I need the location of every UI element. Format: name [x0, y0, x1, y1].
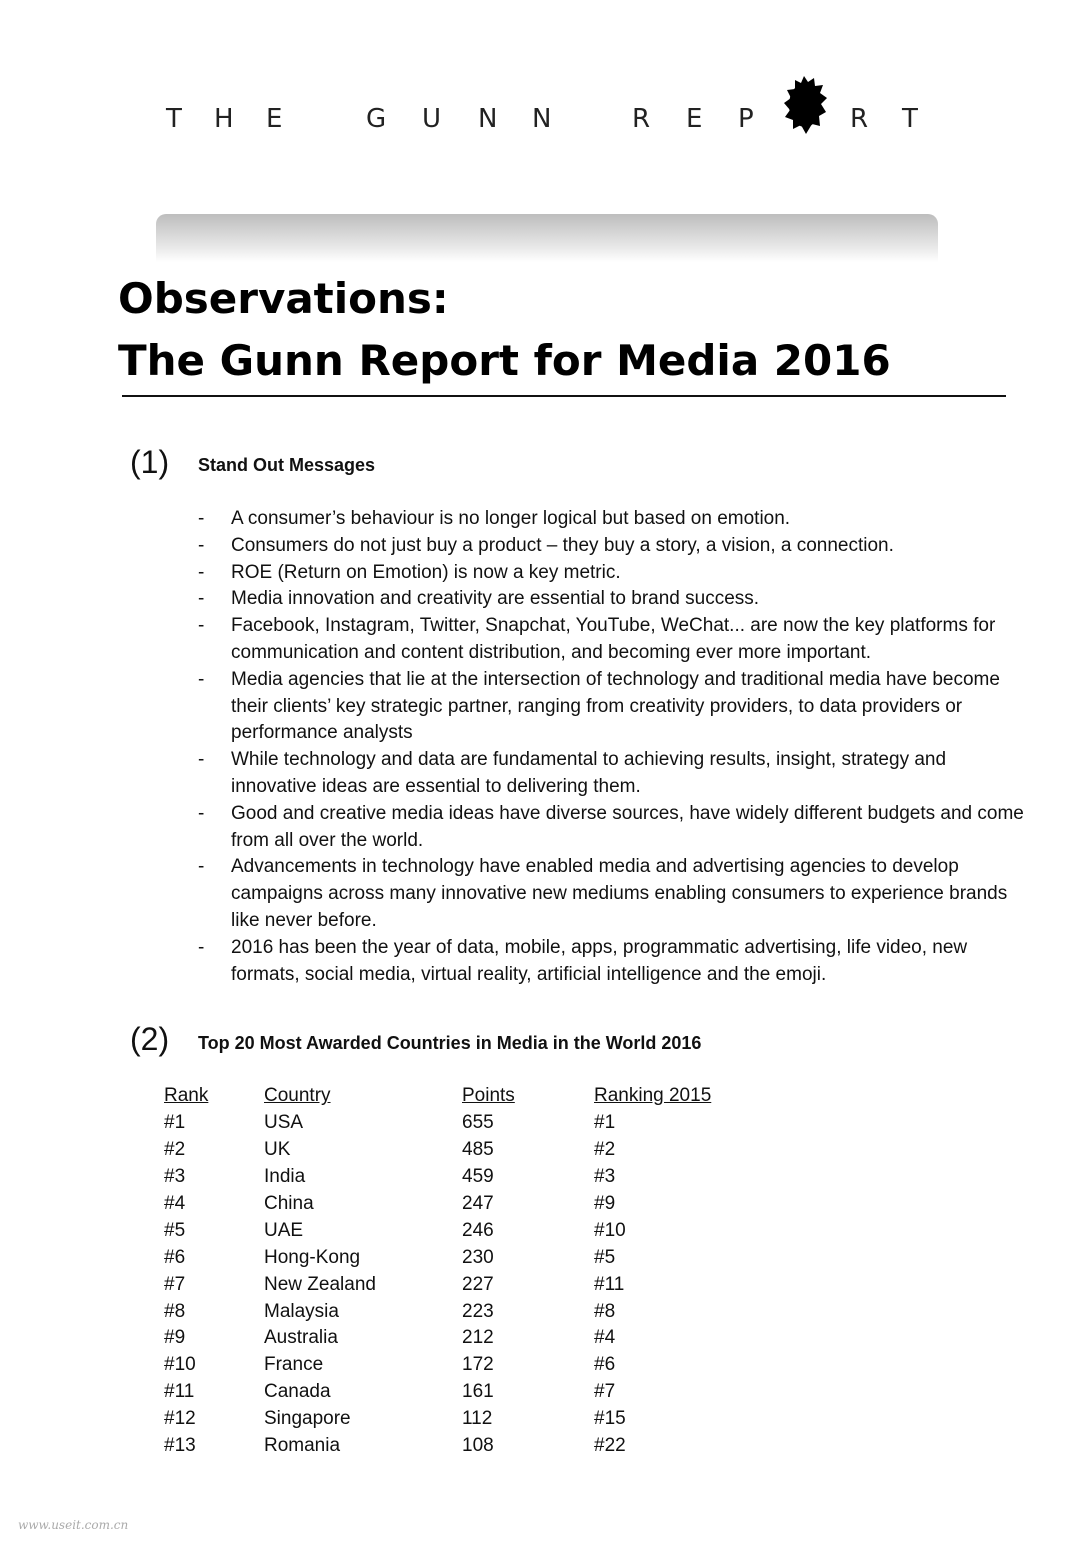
watermark: www.useit.com.cn — [18, 1518, 129, 1532]
cell-rank: #13 — [164, 1435, 196, 1457]
logo-letter: E — [686, 104, 703, 134]
table-row — [164, 1352, 754, 1379]
table-row — [164, 1379, 754, 1406]
column-header-points: Points — [462, 1085, 515, 1107]
cell-country: India — [264, 1166, 306, 1188]
cell-rank: #9 — [164, 1327, 186, 1349]
list-item-text: Media innovation and creativity are essential to brand success. — [231, 588, 760, 610]
list-item-text: Advancements in technology have enabled media and advertising agencies to develop campaigns across many innovative new mediums enabling consumers to experience brands like never before. — [231, 856, 1008, 931]
table-row — [164, 1433, 754, 1460]
cell-ranking-2015: #2 — [594, 1139, 616, 1161]
title-divider — [122, 395, 1006, 397]
list-item-text: Consumers do not just buy a product – they buy a story, a vision, a connection. — [231, 534, 894, 556]
column-header-rank: Rank — [164, 1085, 209, 1107]
cell-ranking-2015: #8 — [594, 1300, 616, 1322]
section-1-number: (1) — [130, 444, 170, 480]
cell-points: 227 — [462, 1273, 494, 1295]
logo-letter: H — [214, 104, 234, 134]
table-row — [164, 1244, 754, 1271]
logo-letter: P — [738, 104, 754, 134]
header-gray-band — [156, 214, 938, 262]
list-item: - Advancements in technology have enabled media and advertising agencies to develop campaigns across many innovative new mediums enabling consumers to experience brands like never before. — [198, 856, 1008, 931]
cell-points: 459 — [462, 1166, 494, 1188]
logo-letter: R — [632, 104, 651, 134]
cell-points: 172 — [462, 1354, 494, 1376]
table-row — [164, 1298, 754, 1325]
cell-rank: #6 — [164, 1246, 186, 1268]
table-row — [164, 1217, 754, 1244]
cell-country: UK — [264, 1139, 291, 1161]
table-row — [164, 1110, 754, 1137]
page-title — [118, 268, 891, 392]
cell-points: 108 — [462, 1435, 494, 1457]
logo-letter: N — [478, 104, 498, 134]
cell-country: Canada — [264, 1381, 331, 1403]
cell-points: 161 — [462, 1381, 494, 1403]
column-header-ranking-2015: Ranking 2015 — [594, 1085, 712, 1107]
table-row — [164, 1164, 754, 1191]
logo-letter: G — [366, 104, 387, 134]
cell-country: Australia — [264, 1327, 338, 1349]
table-row — [164, 1325, 754, 1352]
cell-country: Hong-Kong — [264, 1246, 361, 1268]
list-item-text: Good and creative media ideas have diverse sources, have widely different budgets and come from all over the world. — [231, 802, 1024, 851]
cell-points: 212 — [462, 1327, 494, 1349]
list-item-text: A consumer’s behaviour is no longer logical but based on emotion. — [231, 508, 791, 529]
list-item-text: Media agencies that lie at the intersection of technology and traditional media have become their clients’ key strategic partner, ranging from creativity providers, to data providers or performance analysts — [231, 668, 1000, 744]
list-item: - ROE (Return on Emotion) is now a key metric. — [198, 561, 621, 583]
cell-rank: #11 — [164, 1381, 195, 1403]
list-item-text: Facebook, Instagram, Twitter, Snapchat, YouTube, WeChat... are now the key platforms for communication and content distribution, and becoming ever more important. — [231, 615, 996, 663]
logo-letter: U — [422, 104, 442, 134]
cell-points: 223 — [462, 1300, 494, 1322]
cell-rank: #4 — [164, 1193, 186, 1214]
list-item: - Media agencies that lie at the intersection of technology and traditional media have become their clients’ key strategic partner, ranging from creativity providers, to data providers or performance analysts — [198, 668, 1000, 744]
table-row — [164, 1137, 754, 1164]
cell-points: 655 — [462, 1112, 494, 1134]
logo-letter: T — [902, 104, 918, 134]
table-row — [164, 1191, 754, 1218]
cell-ranking-2015: #5 — [594, 1246, 616, 1268]
cell-country: Malaysia — [264, 1300, 339, 1322]
cell-country: Singapore — [264, 1408, 351, 1430]
gunn-report-logo — [166, 104, 926, 144]
list-item: - Consumers do not just buy a product – they buy a story, a vision, a connection. — [198, 534, 894, 556]
cell-points: 112 — [462, 1408, 493, 1430]
cell-points: 247 — [462, 1193, 494, 1214]
cell-country: USA — [264, 1112, 304, 1134]
ink-blot-o-icon — [782, 74, 828, 136]
cell-rank: #2 — [164, 1139, 186, 1161]
logo-letter: R — [850, 104, 869, 134]
cell-rank: #12 — [164, 1408, 196, 1430]
list-item-text: ROE (Return on Emotion) is now a key metric. — [231, 561, 621, 583]
list-item: - While technology and data are fundamental to achieving results, insight, strategy and innovative ideas are essential to delivering them. — [198, 749, 947, 797]
cell-rank: #7 — [164, 1273, 186, 1295]
list-item: - 2016 has been the year of data, mobile, apps, programmatic advertising, life video, new formats, social media, virtual reality, artificial intelligence and the emoji. — [198, 936, 968, 985]
cell-rank: #5 — [164, 1219, 186, 1241]
cell-ranking-2015: #10 — [594, 1219, 626, 1241]
table-header-row — [164, 1083, 754, 1110]
page-title-line-2: The Gunn Report for Media 2016 — [118, 336, 891, 385]
page-title-line-1: Observations: — [118, 274, 449, 323]
list-item: - Media innovation and creativity are essential to brand success. — [198, 588, 760, 610]
list-item: - Good and creative media ideas have diverse sources, have widely different budgets and come from all over the world. — [198, 802, 1024, 851]
cell-ranking-2015: #1 — [594, 1112, 616, 1134]
cell-country: Romania — [264, 1435, 341, 1457]
stand-out-messages-list — [196, 506, 1036, 988]
table-row — [164, 1406, 754, 1433]
table-row — [164, 1271, 754, 1298]
column-header-country: Country — [264, 1085, 331, 1107]
cell-ranking-2015: #4 — [594, 1327, 616, 1349]
cell-points: 230 — [462, 1246, 494, 1268]
logo-letter: T — [166, 104, 182, 134]
logo-letter: N — [532, 104, 552, 134]
cell-ranking-2015: #22 — [594, 1435, 626, 1457]
section-2-number: (2) — [130, 1021, 170, 1057]
country-ranking-table — [164, 1083, 754, 1459]
cell-points: 485 — [462, 1139, 494, 1161]
cell-ranking-2015: #3 — [594, 1166, 616, 1188]
cell-country: France — [264, 1354, 324, 1376]
cell-country: UAE — [264, 1219, 304, 1241]
cell-rank: #1 — [164, 1112, 186, 1134]
cell-ranking-2015: #6 — [594, 1354, 616, 1376]
logo-letter: E — [266, 104, 283, 134]
list-item: - Facebook, Instagram, Twitter, Snapchat, YouTube, WeChat... are now the key platforms for communication and content distribution, and becoming ever more important. — [198, 615, 996, 663]
cell-rank: #10 — [164, 1354, 196, 1376]
cell-rank: #8 — [164, 1300, 186, 1322]
cell-points: 246 — [462, 1219, 494, 1241]
list-item-text: While technology and data are fundamental to achieving results, insight, strategy and innovative ideas are essential to delivering them. — [231, 749, 947, 797]
cell-ranking-2015: #7 — [594, 1381, 616, 1403]
cell-ranking-2015: #11 — [594, 1273, 625, 1295]
list-item-text: 2016 has been the year of data, mobile, apps, programmatic advertising, life video, new formats, social media, virtual reality, artificial intelligence and the emoji. — [231, 936, 968, 985]
cell-country: China — [264, 1193, 314, 1214]
cell-ranking-2015: #9 — [594, 1193, 616, 1214]
section-2-heading: Top 20 Most Awarded Countries in Media in the World 2016 — [198, 1033, 702, 1053]
cell-country: New Zealand — [264, 1273, 376, 1295]
cell-rank: #3 — [164, 1166, 186, 1188]
list-item: - A consumer’s behaviour is no longer logical but based on emotion. — [198, 508, 791, 529]
section-1-heading: Stand Out Messages — [198, 455, 376, 475]
cell-ranking-2015: #15 — [594, 1408, 626, 1430]
